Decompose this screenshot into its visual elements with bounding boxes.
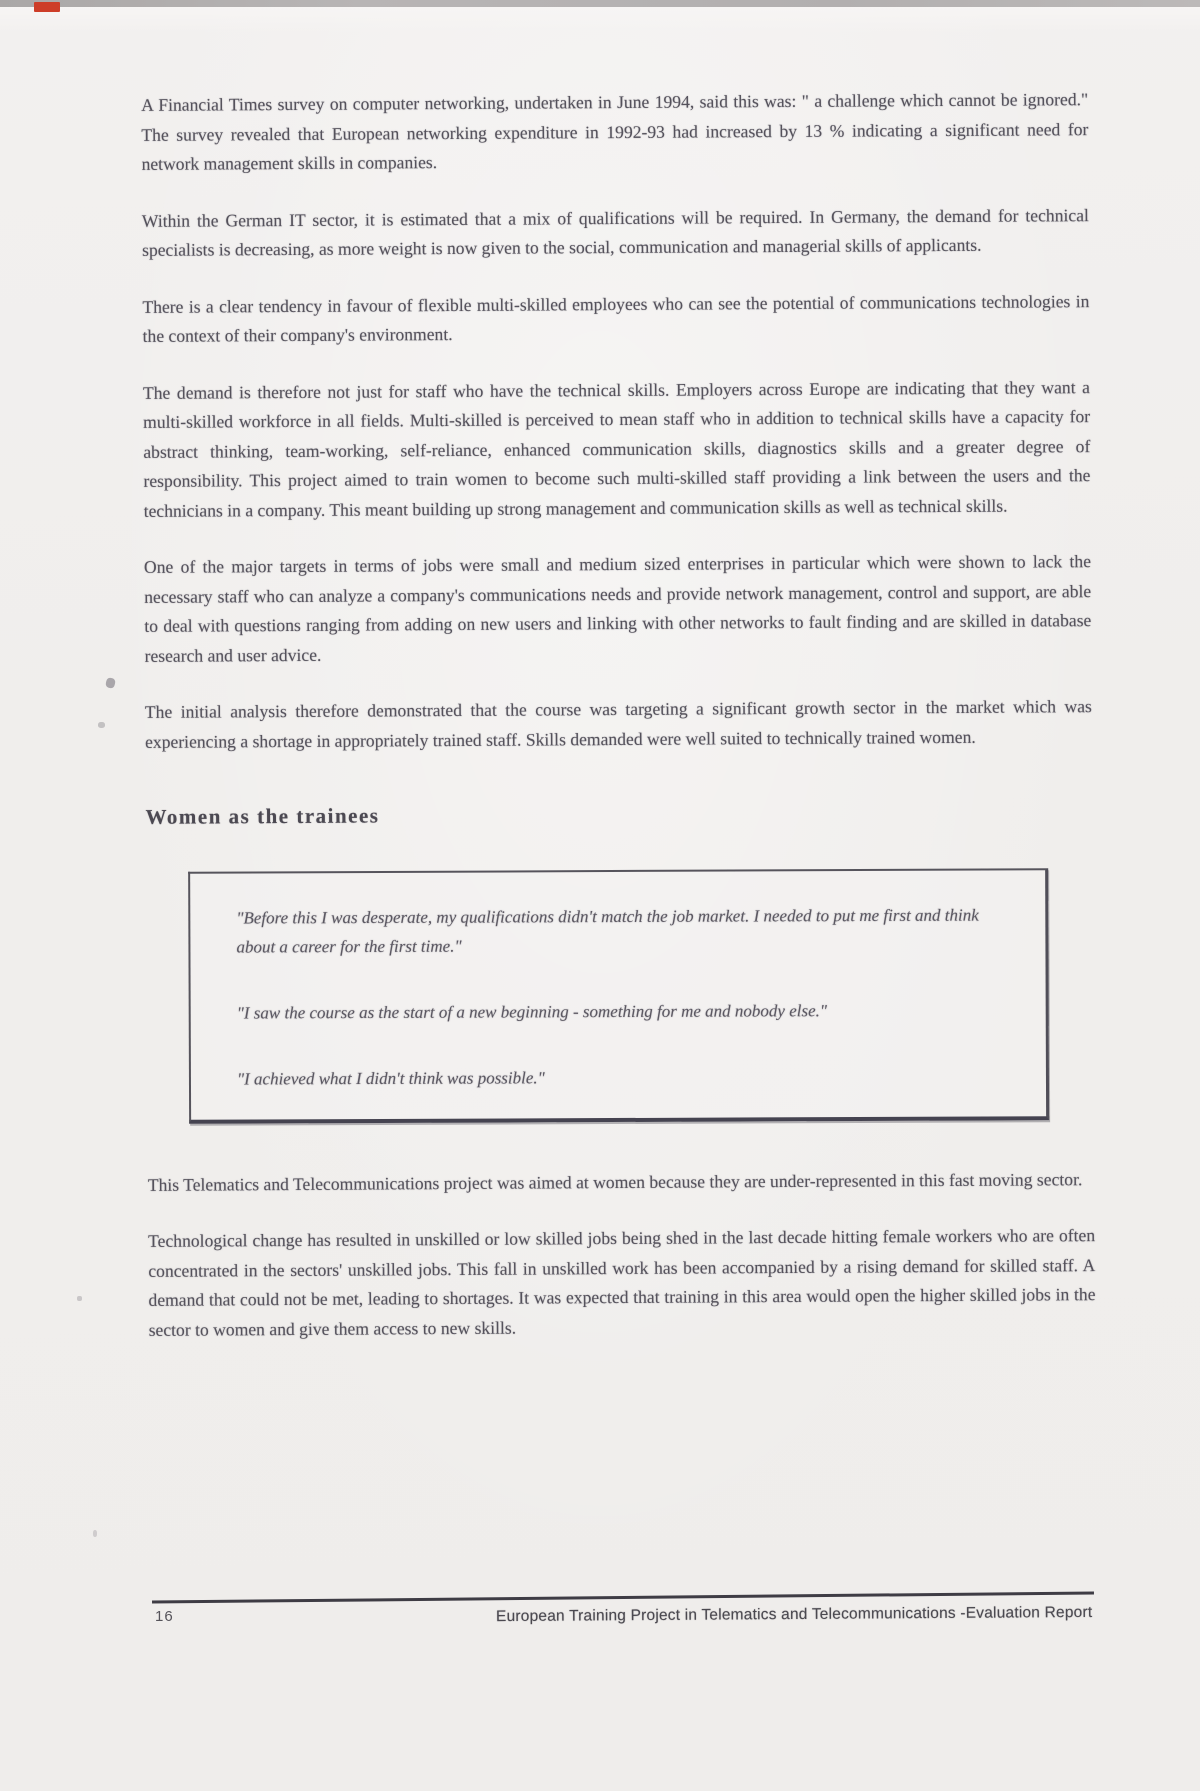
page-footer <box>0 1584 1200 1644</box>
footer-divider-line <box>152 1591 1094 1603</box>
paragraph-german-it-sector: Within the German IT sector, it is estimated that a mix of qualifications will be required. In Germany, the demand for technical specialists is decreasing, as more weight is now given to the social, communication and managerial skills of applicants. <box>141 204 1089 260</box>
paragraph-technological-change: Technological change has resulted in unskilled or low skilled jobs being shed in the last decade hitting female workers who are often concentrated in the sectors' unskilled jobs. This fall in unskilled work has been accompanied by a rising demand for skilled staff. A demand that could not be met, leading to shortages. It was expected that training in this area would open the higher skilled jobs in the sector to women and give them access to new skills. <box>148 1225 1096 1340</box>
paragraph-project-aimed-at-women: This Telematics and Telecommunications project was aimed at women because they are under-represented in this fast moving sector. <box>147 1168 1083 1195</box>
scan-smudge <box>105 677 116 689</box>
paragraph-sme-targets: One of the major targets in terms of jobs were small and medium sized enterprises in particular which were shown to lack the necessary staff who can analyze a company's communications needs and provide network management, control and support, are able to deal with questions ranging from adding on new users and linking with other networks to fault finding and are skilled in database research and user advice. <box>143 551 1092 666</box>
scan-smudge <box>98 722 105 728</box>
red-scan-mark <box>34 2 60 12</box>
page-number: 16 <box>155 1608 174 1625</box>
page-body <box>141 85 1096 1372</box>
paragraph-financial-times-survey: A Financial Times survey on computer networking, undertaken in June 1994, said this was: " a challenge which cannot be ignored." The survey revealed that European networking expenditure in 1992-93 had increased by 13 % indicating a significant need for network management skills in companies. <box>141 89 1089 174</box>
paragraph-multi-skilled-demand: The demand is therefore not just for staff who have the technical skills. Employers across Europe are indicating that they want a multi-skilled workforce in all fields. Multi-skilled is perceived to mean staff who in addition to technical skills have a capacity for abstract thinking, team-working, self-reliance, enhanced communication skills, diagnostics skills and a greater degree of responsibility. This project aimed to train women to become such multi-skilled staff providing a link between the users and the technicians in a company. This meant building up strong management and communication skills as well as technical skills. <box>142 376 1091 521</box>
scan-smudge <box>93 1530 97 1537</box>
footer-report-title: European Training Project in Telematics and Telecommunications -Evaluation Report <box>495 1603 1093 1626</box>
paragraph-initial-analysis: The initial analysis therefore demonstrated that the course was targeting a significant growth sector in the market which was experiencing a shortage in appropriately trained staff. Skills demanded were well suited to technically trained women. <box>144 696 1092 752</box>
scan-smudge <box>77 1296 82 1301</box>
section-heading-women-as-trainees: Women as the trainees <box>145 803 380 829</box>
paragraph-flexible-employees: There is a clear tendency in favour of flexible multi-skilled employees who can see the potential of communications technologies in the context of their company's environment. <box>142 290 1090 346</box>
trainee-quote-2: "I saw the course as the start of a new beginning - something for me and nobody else." <box>236 1000 828 1023</box>
trainee-quote-1: "Before this I was desperate, my qualifications didn't match the job market. I needed to put me first and think about a career for the first time." <box>236 905 979 957</box>
scan-edge-highlight <box>0 7 1200 33</box>
trainee-quotes-box <box>188 868 1049 1123</box>
scan-edge-strip <box>0 0 1200 7</box>
trainee-quote-3: "I achieved what I didn't think was possible." <box>236 1067 545 1089</box>
